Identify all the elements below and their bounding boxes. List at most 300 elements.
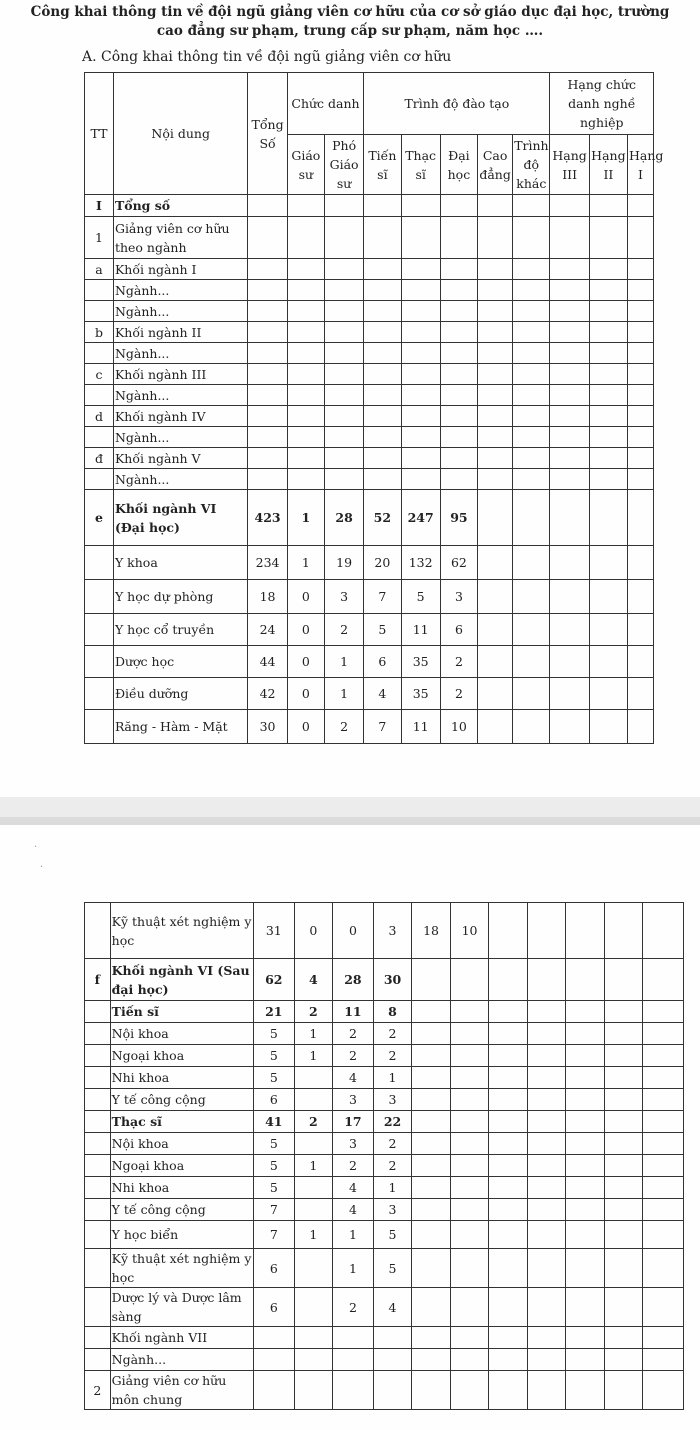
cell-value — [324, 469, 363, 490]
cell-value — [450, 1023, 489, 1045]
scan-dot: · — [34, 842, 38, 853]
cell-value — [628, 614, 654, 646]
cell-value — [324, 427, 363, 448]
cell-value — [478, 195, 513, 217]
cell-value — [550, 195, 589, 217]
cell-value: 10 — [440, 710, 477, 744]
table-row — [85, 364, 654, 385]
table-row — [85, 1371, 684, 1410]
cell-value — [364, 427, 401, 448]
cell-value — [412, 1155, 451, 1177]
cell-value — [628, 710, 654, 744]
cell-value — [324, 259, 363, 280]
header-hang-ii: Hạng II — [589, 135, 627, 195]
cell-value — [643, 1089, 684, 1111]
cell-value: 62 — [440, 546, 477, 580]
cell-value: 10 — [450, 903, 489, 959]
cell-value — [589, 490, 627, 546]
cell-value — [450, 1155, 489, 1177]
cell-value — [628, 364, 654, 385]
cell-value — [450, 959, 489, 1001]
cell-value: 1 — [333, 1221, 374, 1249]
faculty-table-page1 — [84, 72, 664, 744]
cell-value — [489, 1199, 528, 1221]
cell-value — [478, 448, 513, 469]
cell-value — [589, 280, 627, 301]
cell-value — [604, 1155, 643, 1177]
cell-value — [248, 427, 287, 448]
cell-value — [550, 385, 589, 406]
cell-value — [513, 385, 550, 406]
row-content: Ngành... — [113, 301, 247, 322]
cell-value — [412, 1199, 451, 1221]
row-tt — [85, 1155, 111, 1177]
cell-value: 2 — [373, 1023, 412, 1045]
table-row — [85, 710, 654, 744]
cell-value — [412, 1288, 451, 1327]
cell-value — [527, 959, 566, 1001]
cell-value — [287, 280, 324, 301]
row-tt — [85, 614, 114, 646]
row-tt — [85, 1023, 111, 1045]
cell-value — [527, 1249, 566, 1288]
header-tong-so: Tổng Số — [248, 73, 287, 195]
cell-value — [589, 614, 627, 646]
cell-value — [527, 1327, 566, 1349]
cell-value — [643, 1133, 684, 1155]
cell-value: 6 — [253, 1249, 294, 1288]
row-content: Nhi khoa — [110, 1177, 253, 1199]
cell-value — [489, 1089, 528, 1111]
cell-value — [489, 1177, 528, 1199]
row-tt — [85, 1199, 111, 1221]
row-content: Kỹ thuật xét nghiệm y học — [110, 1249, 253, 1288]
cell-value — [589, 385, 627, 406]
cell-value — [478, 469, 513, 490]
cell-value — [412, 1111, 451, 1133]
cell-value — [643, 1111, 684, 1133]
cell-value: 1 — [324, 678, 363, 710]
row-tt — [85, 1249, 111, 1288]
cell-value: 4 — [333, 1177, 374, 1199]
cell-value — [489, 1023, 528, 1045]
row-tt: 1 — [85, 217, 114, 259]
cell-value: 8 — [373, 1001, 412, 1023]
cell-value: 1 — [373, 1177, 412, 1199]
cell-value: 5 — [253, 1067, 294, 1089]
cell-value — [440, 195, 477, 217]
cell-value — [628, 490, 654, 546]
cell-value: 7 — [253, 1199, 294, 1221]
cell-value — [643, 1045, 684, 1067]
cell-value — [550, 322, 589, 343]
row-content: Tổng số — [113, 195, 247, 217]
cell-value: 0 — [287, 580, 324, 614]
row-content: Nội khoa — [110, 1133, 253, 1155]
cell-value — [294, 1249, 333, 1288]
cell-value — [604, 1288, 643, 1327]
cell-value: 0 — [333, 903, 374, 959]
cell-value — [628, 195, 654, 217]
row-tt — [85, 1288, 111, 1327]
cell-value — [643, 1001, 684, 1023]
cell-value — [550, 343, 589, 364]
table-row — [85, 490, 654, 546]
cell-value — [643, 1249, 684, 1288]
cell-value — [450, 1067, 489, 1089]
row-tt — [85, 1045, 111, 1067]
row-content: Ngành... — [113, 427, 247, 448]
row-content: Khối ngành VI (Đại học) — [113, 490, 247, 546]
row-content: Y học biển — [110, 1221, 253, 1249]
cell-value: 2 — [324, 710, 363, 744]
cell-value — [450, 1111, 489, 1133]
cell-value — [478, 614, 513, 646]
cell-value — [489, 1155, 528, 1177]
cell-value — [253, 1327, 294, 1349]
cell-value: 18 — [248, 580, 287, 614]
cell-value — [412, 1023, 451, 1045]
cell-value — [489, 1111, 528, 1133]
row-tt — [85, 301, 114, 322]
cell-value — [566, 1288, 605, 1327]
row-content: Ngoại khoa — [110, 1155, 253, 1177]
cell-value — [324, 301, 363, 322]
cell-value — [478, 406, 513, 427]
cell-value — [248, 217, 287, 259]
cell-value — [401, 448, 440, 469]
cell-value: 2 — [294, 1001, 333, 1023]
cell-value — [401, 343, 440, 364]
row-content: Khối ngành I — [113, 259, 247, 280]
cell-value: 5 — [373, 1221, 412, 1249]
row-content: Kỹ thuật xét nghiệm y học — [110, 903, 253, 959]
row-tt — [85, 580, 114, 614]
cell-value: 1 — [373, 1067, 412, 1089]
cell-value: 2 — [373, 1133, 412, 1155]
cell-value — [294, 1349, 333, 1371]
cell-value — [589, 678, 627, 710]
cell-value — [589, 448, 627, 469]
header-tien-si: Tiến sĩ — [364, 135, 401, 195]
cell-value — [628, 448, 654, 469]
row-content: Y tế công cộng — [110, 1089, 253, 1111]
cell-value — [550, 448, 589, 469]
cell-value — [287, 406, 324, 427]
cell-value — [527, 1288, 566, 1327]
cell-value — [478, 385, 513, 406]
cell-value: 30 — [248, 710, 287, 744]
table-row — [85, 1023, 684, 1045]
cell-value — [287, 427, 324, 448]
cell-value: 132 — [401, 546, 440, 580]
cell-value — [550, 614, 589, 646]
cell-value — [566, 1023, 605, 1045]
cell-value — [628, 646, 654, 678]
cell-value — [604, 1221, 643, 1249]
cell-value — [412, 1001, 451, 1023]
cell-value — [550, 710, 589, 744]
cell-value — [450, 1221, 489, 1249]
cell-value — [527, 1111, 566, 1133]
cell-value — [373, 1349, 412, 1371]
cell-value — [364, 259, 401, 280]
cell-value: 4 — [364, 678, 401, 710]
cell-value — [527, 1023, 566, 1045]
cell-value — [643, 1155, 684, 1177]
cell-value — [412, 959, 451, 1001]
cell-value: 7 — [364, 580, 401, 614]
cell-value — [324, 322, 363, 343]
row-content: Khối ngành II — [113, 322, 247, 343]
cell-value — [248, 343, 287, 364]
cell-value — [412, 1249, 451, 1288]
cell-value — [527, 1089, 566, 1111]
cell-value — [324, 217, 363, 259]
row-tt — [85, 1089, 111, 1111]
cell-value — [566, 959, 605, 1001]
cell-value — [489, 1249, 528, 1288]
cell-value: 5 — [401, 580, 440, 614]
cell-value — [489, 1327, 528, 1349]
cell-value — [364, 469, 401, 490]
cell-value — [589, 546, 627, 580]
row-content: Giảng viên cơ hữu môn chung — [110, 1371, 253, 1410]
header-chuc-danh: Chức danh — [287, 73, 364, 135]
cell-value — [478, 710, 513, 744]
row-content: Khối ngành VI (Sau đại học) — [110, 959, 253, 1001]
row-content: Khối ngành VII — [110, 1327, 253, 1349]
cell-value — [566, 1249, 605, 1288]
cell-value — [294, 1199, 333, 1221]
cell-value — [364, 343, 401, 364]
cell-value — [450, 1133, 489, 1155]
cell-value — [566, 1349, 605, 1371]
cell-value — [333, 1327, 374, 1349]
cell-value — [566, 1111, 605, 1133]
cell-value — [248, 322, 287, 343]
cell-value — [566, 1067, 605, 1089]
row-content: Răng - Hàm - Mặt — [113, 710, 247, 744]
cell-value — [513, 259, 550, 280]
table-row — [85, 322, 654, 343]
table-row — [85, 217, 654, 259]
cell-value: 11 — [401, 710, 440, 744]
row-content: Nhi khoa — [110, 1067, 253, 1089]
cell-value — [643, 959, 684, 1001]
cell-value: 11 — [401, 614, 440, 646]
cell-value: 4 — [333, 1199, 374, 1221]
scan-dot: · — [40, 862, 44, 873]
cell-value — [566, 903, 605, 959]
cell-value — [401, 406, 440, 427]
row-content: Dược học — [113, 646, 247, 678]
cell-value — [489, 1067, 528, 1089]
cell-value — [253, 1349, 294, 1371]
cell-value — [604, 1045, 643, 1067]
cell-value — [294, 1133, 333, 1155]
cell-value: 18 — [412, 903, 451, 959]
cell-value — [248, 259, 287, 280]
cell-value: 0 — [287, 710, 324, 744]
cell-value — [333, 1349, 374, 1371]
cell-value — [287, 259, 324, 280]
cell-value: 52 — [364, 490, 401, 546]
cell-value — [589, 710, 627, 744]
row-tt: 2 — [85, 1371, 111, 1410]
cell-value — [440, 343, 477, 364]
cell-value — [364, 364, 401, 385]
cell-value — [527, 1371, 566, 1410]
row-content: Giảng viên cơ hữu theo ngành — [113, 217, 247, 259]
cell-value — [566, 1199, 605, 1221]
row-tt: f — [85, 959, 111, 1001]
cell-value — [489, 1133, 528, 1155]
cell-value — [628, 343, 654, 364]
row-tt: I — [85, 195, 114, 217]
cell-value — [513, 322, 550, 343]
cell-value: 0 — [287, 614, 324, 646]
row-tt: a — [85, 259, 114, 280]
cell-value — [364, 322, 401, 343]
cell-value — [604, 1023, 643, 1045]
cell-value — [294, 1177, 333, 1199]
cell-value — [550, 469, 589, 490]
cell-value — [643, 1327, 684, 1349]
cell-value — [324, 195, 363, 217]
table-row — [85, 343, 654, 364]
cell-value — [478, 580, 513, 614]
cell-value: 423 — [248, 490, 287, 546]
cell-value: 3 — [324, 580, 363, 614]
cell-value — [478, 217, 513, 259]
table-row — [85, 427, 654, 448]
table-row — [85, 301, 654, 322]
cell-value — [628, 580, 654, 614]
cell-value — [566, 1155, 605, 1177]
header-hang-chuc-danh: Hạng chức danh nghề nghiệp — [550, 73, 654, 135]
cell-value: 7 — [253, 1221, 294, 1249]
document-title-line1: Công khai thông tin về đội ngũ giảng viên cơ hữu của cơ sở giáo dục đại học, trường — [30, 4, 670, 20]
cell-value: 2 — [373, 1155, 412, 1177]
cell-value — [489, 1045, 528, 1067]
cell-value — [324, 364, 363, 385]
cell-value — [604, 1349, 643, 1371]
cell-value — [604, 1089, 643, 1111]
cell-value — [589, 427, 627, 448]
header-hang-i: Hạng I — [628, 135, 654, 195]
cell-value — [294, 1327, 333, 1349]
cell-value — [401, 217, 440, 259]
header-pho-giao-su: Phó Giáo sư — [324, 135, 363, 195]
row-tt: e — [85, 490, 114, 546]
cell-value — [401, 322, 440, 343]
cell-value — [324, 343, 363, 364]
cell-value — [253, 1371, 294, 1410]
row-tt — [85, 710, 114, 744]
cell-value: 5 — [364, 614, 401, 646]
cell-value — [401, 195, 440, 217]
cell-value: 1 — [287, 490, 324, 546]
cell-value — [324, 385, 363, 406]
cell-value — [513, 280, 550, 301]
cell-value — [450, 1045, 489, 1067]
cell-value — [478, 280, 513, 301]
section-a-heading: A. Công khai thông tin về đội ngũ giảng viên cơ hữu — [82, 49, 452, 65]
table-row — [85, 646, 654, 678]
table-row — [85, 614, 654, 646]
cell-value — [589, 217, 627, 259]
cell-value — [604, 1067, 643, 1089]
row-tt: đ — [85, 448, 114, 469]
row-tt — [85, 1349, 111, 1371]
cell-value: 19 — [324, 546, 363, 580]
cell-value — [412, 1133, 451, 1155]
cell-value — [412, 1177, 451, 1199]
cell-value — [513, 364, 550, 385]
header-cao-dang: Cao đẳng — [478, 135, 513, 195]
cell-value — [589, 580, 627, 614]
cell-value — [513, 546, 550, 580]
cell-value: 24 — [248, 614, 287, 646]
cell-value — [412, 1221, 451, 1249]
cell-value — [440, 322, 477, 343]
cell-value: 3 — [333, 1133, 374, 1155]
row-content: Ngoại khoa — [110, 1045, 253, 1067]
cell-value — [550, 678, 589, 710]
cell-value — [513, 646, 550, 678]
table-row — [85, 1133, 684, 1155]
cell-value — [604, 1111, 643, 1133]
cell-value — [287, 322, 324, 343]
cell-value — [589, 195, 627, 217]
cell-value — [513, 710, 550, 744]
cell-value — [550, 406, 589, 427]
cell-value — [248, 364, 287, 385]
cell-value: 35 — [401, 678, 440, 710]
row-content: Khối ngành V — [113, 448, 247, 469]
table-row — [85, 1349, 684, 1371]
cell-value — [450, 1089, 489, 1111]
cell-value — [550, 280, 589, 301]
row-tt — [85, 385, 114, 406]
cell-value — [412, 1067, 451, 1089]
cell-value — [513, 301, 550, 322]
cell-value — [550, 580, 589, 614]
cell-value — [478, 490, 513, 546]
cell-value: 1 — [294, 1155, 333, 1177]
cell-value — [604, 1177, 643, 1199]
cell-value — [440, 406, 477, 427]
cell-value — [450, 1288, 489, 1327]
cell-value — [364, 301, 401, 322]
cell-value — [513, 217, 550, 259]
cell-value: 3 — [440, 580, 477, 614]
header-thac-si: Thạc sĩ — [401, 135, 440, 195]
cell-value — [440, 280, 477, 301]
cell-value — [401, 427, 440, 448]
cell-value: 2 — [333, 1045, 374, 1067]
cell-value: 3 — [373, 903, 412, 959]
cell-value — [628, 406, 654, 427]
table-row — [85, 385, 654, 406]
cell-value: 1 — [287, 546, 324, 580]
table-row — [85, 280, 654, 301]
cell-value: 3 — [333, 1089, 374, 1111]
cell-value — [440, 469, 477, 490]
cell-value — [589, 406, 627, 427]
cell-value — [489, 1349, 528, 1371]
